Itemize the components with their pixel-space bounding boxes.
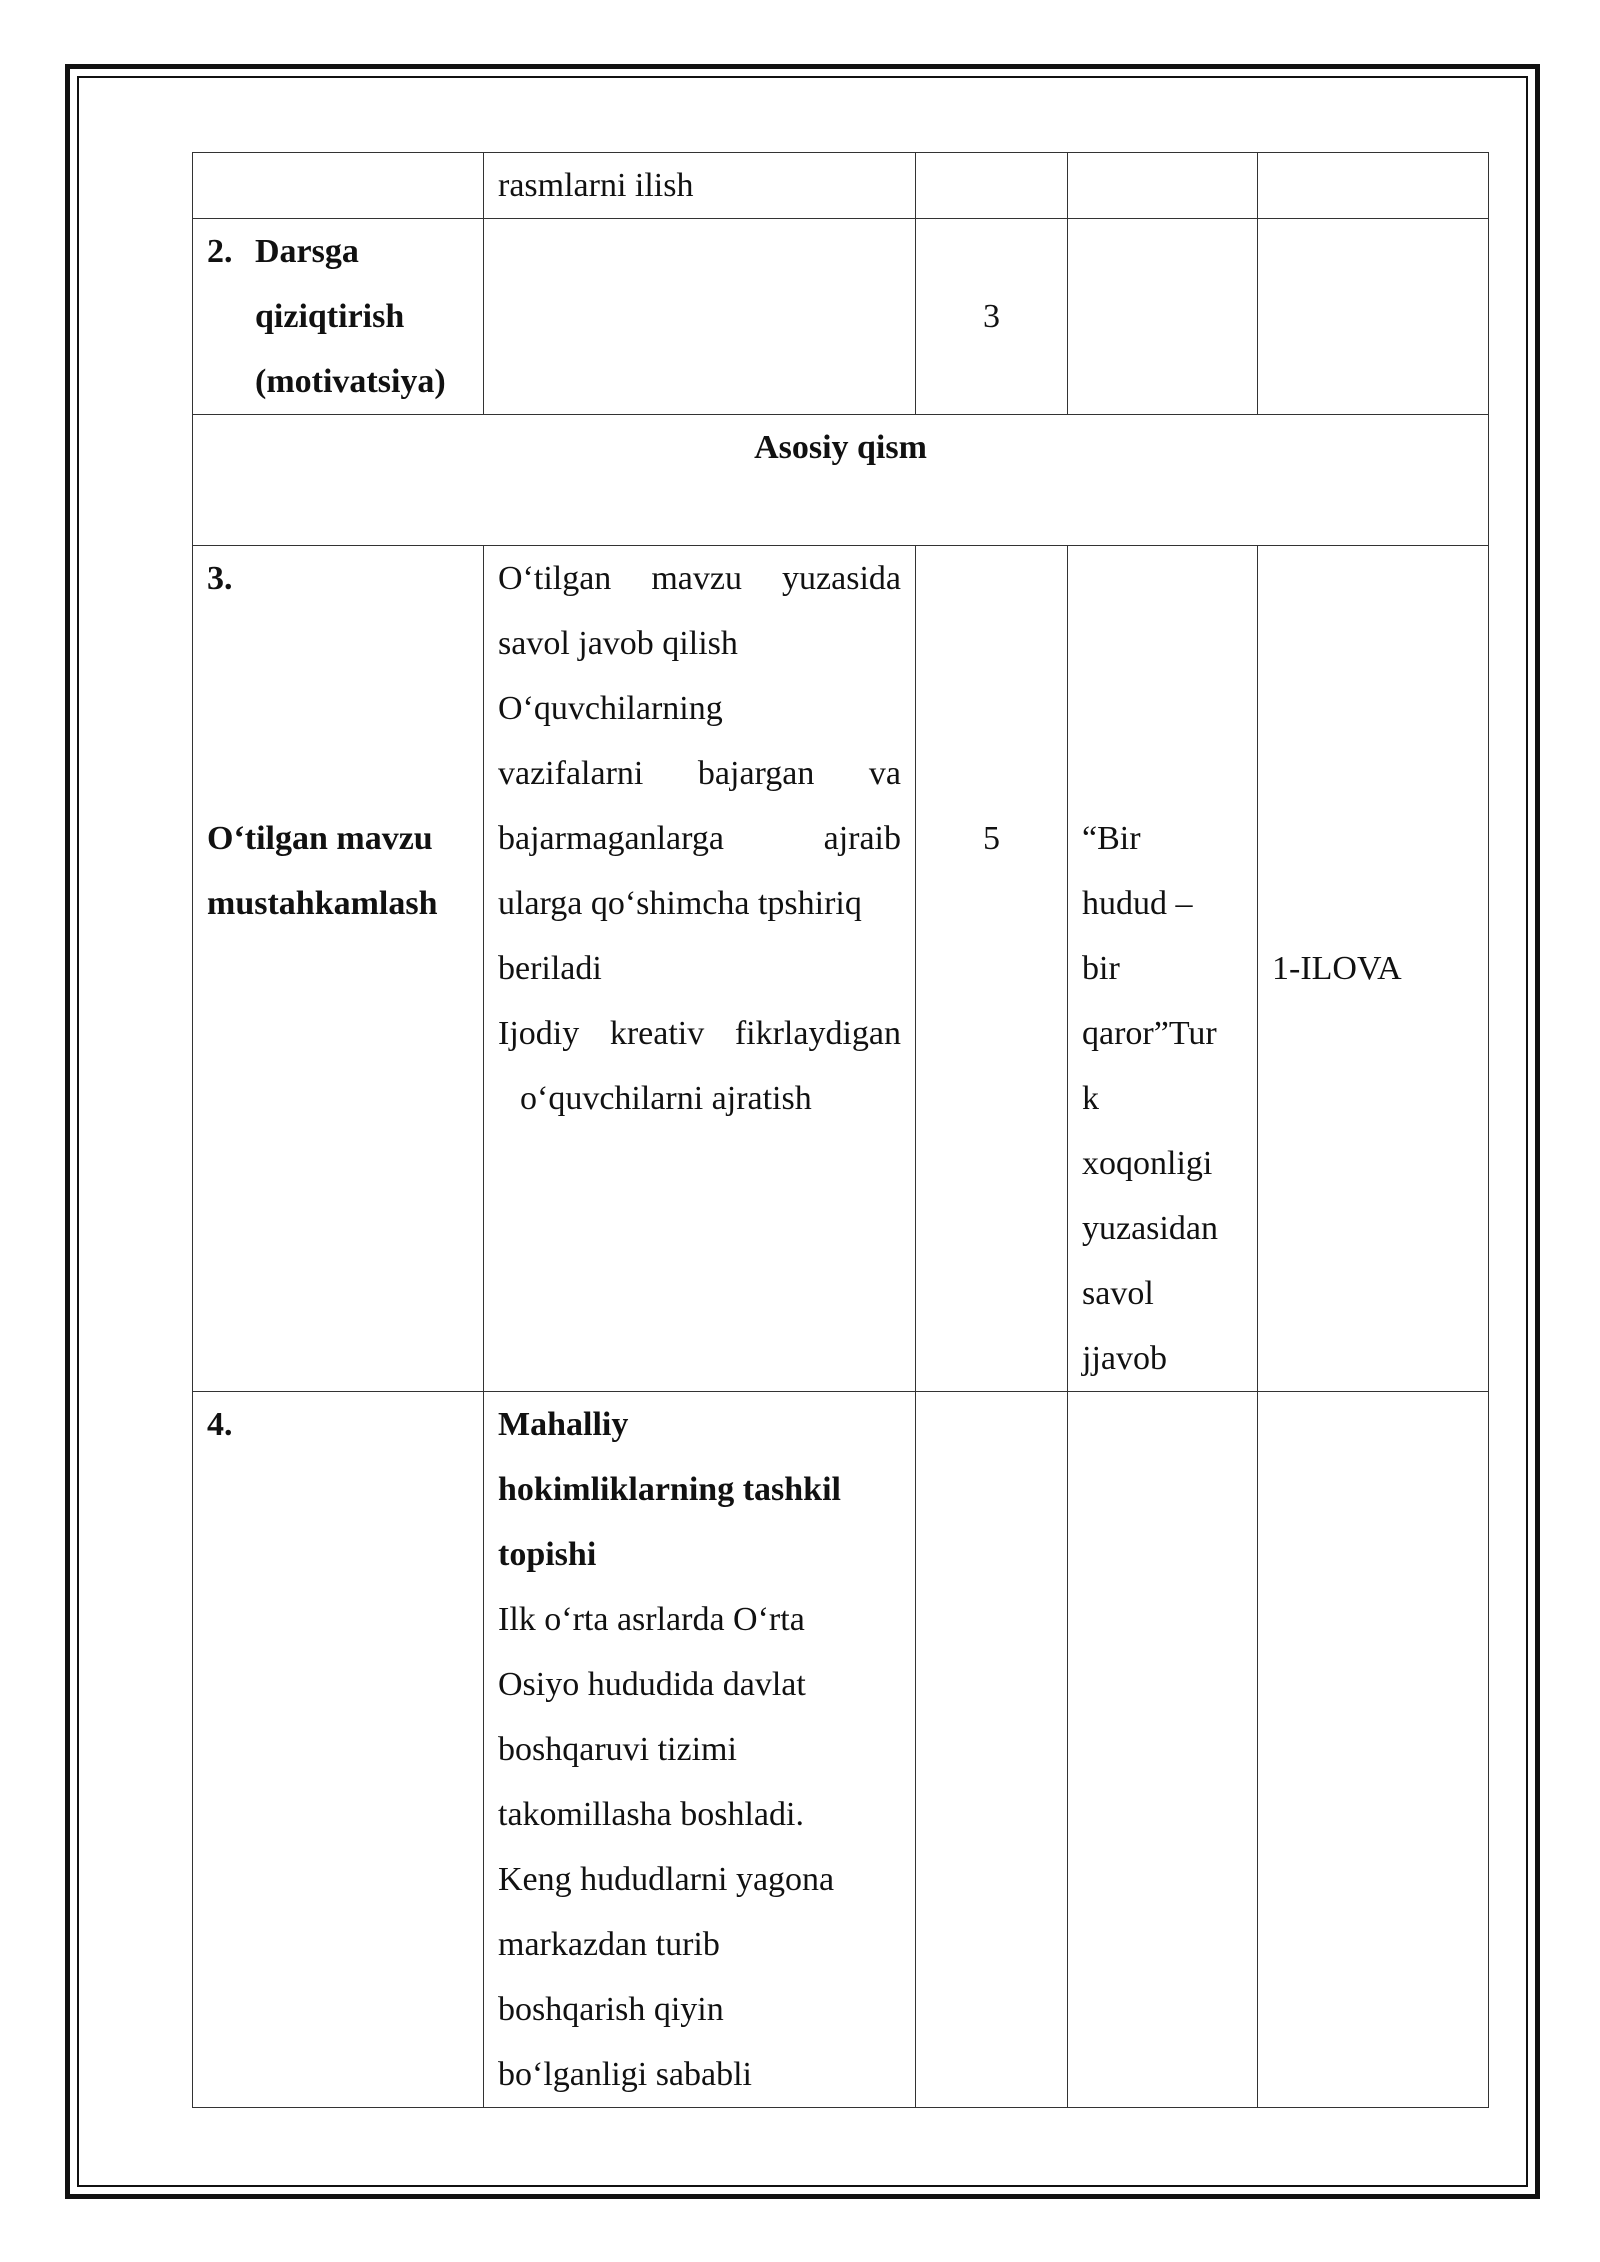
method-cell bbox=[484, 1392, 916, 2108]
note-cell bbox=[1258, 1392, 1489, 2108]
tool-cell bbox=[1068, 153, 1258, 219]
table-row bbox=[193, 153, 1489, 219]
method-line: o‘quvchilarni ajratish bbox=[520, 1080, 812, 1117]
lesson-plan-table bbox=[192, 152, 1489, 2108]
tool-line: savol bbox=[1082, 1275, 1154, 1312]
time-cell bbox=[916, 1392, 1068, 2108]
body-line: bo‘lganligi sababli bbox=[498, 2056, 753, 2093]
tool-cell bbox=[1068, 1392, 1258, 2108]
tool-line: k bbox=[1082, 1080, 1099, 1117]
tool-line: xoqonligi bbox=[1082, 1145, 1213, 1182]
method-line: savol javob qilish bbox=[498, 625, 738, 662]
table-row bbox=[193, 415, 1489, 546]
tool-cell bbox=[1068, 219, 1258, 415]
body-line: Ilk o‘rta asrlarda O‘rta bbox=[498, 1601, 805, 1638]
time-cell bbox=[916, 546, 1068, 1392]
stage-cell bbox=[193, 153, 484, 219]
method-line: vazifalarni bajargan va bbox=[498, 755, 901, 792]
method-cell bbox=[484, 219, 916, 415]
body-line: Osiyo hududida davlat bbox=[498, 1666, 806, 1703]
stage-cell bbox=[193, 546, 484, 1392]
tool-line: yuzasidan bbox=[1082, 1210, 1218, 1247]
tool-line: bir bbox=[1082, 950, 1120, 987]
stage-title-line: O‘tilgan mavzu bbox=[207, 820, 433, 857]
topic-line: Mahalliy bbox=[498, 1406, 629, 1443]
method-line: O‘tilgan mavzu yuzasida bbox=[498, 560, 901, 597]
body-line: boshqaruvi tizimi bbox=[498, 1731, 737, 1768]
method-line: beriladi bbox=[498, 950, 602, 987]
method-cell bbox=[484, 546, 916, 1392]
tool-line: jjavob bbox=[1082, 1340, 1167, 1377]
body-line: markazdan turib bbox=[498, 1926, 720, 1963]
time-cell bbox=[916, 219, 1068, 415]
note-cell bbox=[1258, 219, 1489, 415]
method-line: O‘quvchilarning bbox=[498, 690, 723, 727]
method-line: bajarmaganlarga ajraib bbox=[498, 820, 901, 857]
topic-line: topishi bbox=[498, 1536, 597, 1573]
tool-line: qaror”Tur bbox=[1082, 1015, 1217, 1052]
note-value: 1-ILOVA bbox=[1272, 950, 1402, 987]
topic-line: hokimliklarning tashkil bbox=[498, 1471, 841, 1508]
method-cell bbox=[484, 153, 916, 219]
stage-number: 4. bbox=[207, 1406, 233, 1443]
stage-number: 3. bbox=[207, 560, 233, 597]
table-row bbox=[193, 1392, 1489, 2108]
body-line: boshqarish qiyin bbox=[498, 1991, 724, 2028]
time-value: 5 bbox=[983, 820, 1000, 857]
method-line: rasmlarni ilish bbox=[498, 167, 694, 204]
method-line: ularga qo‘shimcha tpshiriq bbox=[498, 885, 862, 922]
time-value: 3 bbox=[983, 298, 1000, 335]
stage-title-line: mustahkamlash bbox=[207, 885, 438, 922]
tool-line: hudud – bbox=[1082, 885, 1193, 922]
stage-number: 2. bbox=[207, 233, 233, 270]
tool-cell bbox=[1068, 546, 1258, 1392]
time-cell bbox=[916, 153, 1068, 219]
body-line: Keng hududlarni yagona bbox=[498, 1861, 835, 1898]
table-row bbox=[193, 219, 1489, 415]
note-cell bbox=[1258, 546, 1489, 1392]
note-cell bbox=[1258, 153, 1489, 219]
section-heading: Asosiy qism bbox=[193, 415, 1489, 546]
body-line: takomillasha boshladi. bbox=[498, 1796, 804, 1833]
method-line: Ijodiy kreativ fikrlaydigan bbox=[498, 1015, 901, 1052]
stage-cell bbox=[193, 1392, 484, 2108]
table-row bbox=[193, 546, 1489, 1392]
tool-line: “Bir bbox=[1082, 820, 1141, 857]
stage-title: Darsga qiziqtirish (motivatsiya) bbox=[255, 233, 446, 400]
stage-cell bbox=[193, 219, 484, 415]
